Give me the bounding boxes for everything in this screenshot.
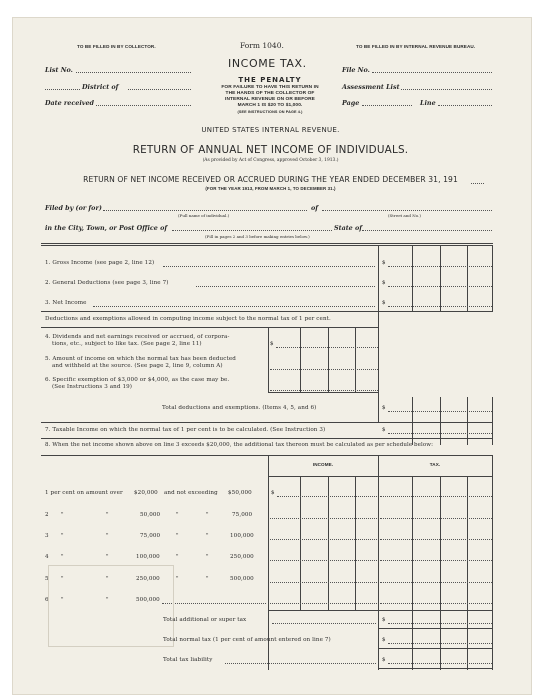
schedule-row-1-high: $50,000 [228,490,252,496]
net-income-field[interactable] [388,306,492,307]
schedule-row-4-pct: 4 [45,554,49,560]
schedule-row-3-low: 75,000 [140,533,161,539]
total-liability-field[interactable] [388,663,492,664]
grid-line [355,327,356,392]
schedule-row-6-income[interactable] [270,603,377,604]
schedule-row-2-tax[interactable] [380,518,492,519]
full-name-note: (Full name of individual.) [178,213,230,218]
ditto-mark: " [176,576,179,582]
line-5-label-a: 5. Amount of income on which the normal tax has been deducted [45,356,236,362]
grid-line [328,327,329,392]
schedule-row-3-tax[interactable] [380,539,492,540]
file-no-label: File No. [342,66,370,74]
district-field[interactable] [128,89,191,90]
line-2-label: 2. General Deductions (see page 3, line 7) [45,280,169,286]
total-liability-label: Total tax liability [163,657,213,663]
line-1-dollar: $ [382,260,386,266]
schedule-row-6-tax[interactable] [380,603,492,604]
schedule-row-6-pct: 6 [45,597,49,603]
schedule-row-5-high: 500,000 [230,576,254,582]
penalty-line-3: INTERNAL REVENUE ON OR BEFORE [225,97,315,102]
schedule-divider [378,455,379,670]
return-title: RETURN OF ANNUAL NET INCOME OF INDIVIDUALS. [132,144,409,156]
withheld-income-field[interactable] [270,369,378,370]
general-deductions-field[interactable] [388,286,492,287]
line-2-leader [196,286,375,287]
year-note: (FOR THE YEAR 1913, FROM MARCH 1, TO DECEMBER 31.) [205,186,336,191]
line-4-dollar: $ [270,341,274,347]
ditto-mark: " [106,576,109,582]
return-subtitle: RETURN OF NET INCOME RECEIVED OR ACCRUED DURING THE YEAR ENDED DECEMBER 31, 191 [83,175,458,184]
schedule-row-6-low: 500,000 [136,597,160,603]
total-normal-field[interactable] [388,643,492,644]
schedule-row-5-tax[interactable] [380,582,492,583]
rule [378,668,493,669]
ditto-mark: " [206,533,209,539]
ditto-mark: " [106,533,109,539]
line-4-label-a: 4. Dividends and net earnings received or accrued, of corpora- [45,334,230,340]
line-6-label-b: (See Instructions 3 and 19) [52,384,133,390]
page-field[interactable] [362,105,412,106]
ditto-mark: " [206,554,209,560]
state-label: State of [334,224,362,232]
of-label: of [311,204,319,212]
schedule-row-1-pct: 1 per cent on amount over [45,490,123,496]
total-deductions-label: Total deductions and exemptions. (Items 4, 5, and 6) [162,405,317,411]
grid-line [440,246,441,311]
line-2-dollar: $ [382,280,386,286]
line-5-label-b: and withheld at the source. (See page 2, line 9, column A) [52,363,223,369]
rule [268,392,379,393]
line-4-label-b: tions, etc., subject to like tax. (See page 2, line 11) [52,341,202,347]
total-additional-leader [272,623,376,624]
act-note: (As provided by Act of Congress, approved October 3, 1913.) [202,158,339,163]
city-field[interactable] [172,230,332,231]
street-note: (Street and No.) [388,213,421,218]
schedule-row-1-tax[interactable] [380,496,492,497]
total-deductions-dollar: $ [382,405,386,411]
rule [268,610,493,611]
line-3-label: 3. Net Income [45,300,87,306]
page-label: Page [342,99,360,107]
total-liability-leader [225,663,376,664]
ditto-mark: " [61,554,64,560]
total-additional-dollar: $ [382,617,386,623]
line-label: Line [420,99,436,107]
street-field[interactable] [322,210,492,211]
total-additional-label: Total additional or super tax [163,617,247,623]
grid-line [300,327,301,392]
collector-note: TO BE FILLED IN BY COLLECTOR. [77,44,156,49]
line-3-leader [93,306,375,307]
penalty-line-5: (SEE INSTRUCTIONS ON PAGE 4.) [237,110,303,114]
line-field[interactable] [438,105,492,106]
assessment-list-label: Assessment List [342,83,400,91]
ditto-mark: " [106,554,109,560]
schedule-row-5-income[interactable] [270,582,377,583]
grid-line [467,246,468,311]
ditto-mark: " [206,576,209,582]
line-3-dollar: $ [382,300,386,306]
bureau-note: TO BE FILLED IN BY INTERNAL REVENUE BUREAU. [356,44,476,49]
schedule-row-3-pct: 3 [45,533,49,539]
schedule-row-4-low: 100,000 [136,554,160,560]
schedule-row-2-pct: 2 [45,512,49,518]
ditto-mark: " [106,597,109,603]
fill-note: (Fill in pages 2 and 3 before making entries below.) [205,234,310,239]
form-number: Form 1040. [240,41,284,50]
schedule-row-4-high: 250,000 [230,554,254,560]
state-field[interactable] [362,230,492,231]
schedule-row-2-low: 50,000 [140,512,161,518]
schedule-row-1-low: $20,000 [134,490,158,496]
rule [268,476,493,477]
ditto-mark: " [176,512,179,518]
faded-stamp [48,565,174,647]
rule [378,628,493,629]
line-6-label-a: 6. Specific exemption of $3,000 or $4,000, as the case may be. [45,377,230,383]
filed-by-label: Filed by (or for) [45,204,102,212]
date-received-field[interactable] [96,105,191,106]
line-1-leader [163,266,375,267]
grid-line [492,455,493,670]
city-label: in the City, Town, or Post Office of [45,224,168,232]
specific-exemption-field[interactable] [270,390,378,391]
line-7-label: 7. Taxable Income on which the normal tax of 1 per cent is to be calculated. (See Instruction 3) [45,427,326,433]
penalty-line-4: MARCH 1 IS $20 TO $1,000. [237,103,303,108]
schedule-row-2-income[interactable] [270,518,377,519]
rule [378,648,493,649]
schedule-row-1-income[interactable] [277,496,377,497]
table-top-rule-2 [41,245,493,246]
ditto-mark: " [106,512,109,518]
ditto-mark: " [176,554,179,560]
date-received-label: Date received [45,99,94,107]
deductions-heading: Deductions and exemptions allowed in computing income subject to the normal tax of 1 per cent. [45,316,331,322]
agency-title: UNITED STATES INTERNAL REVENUE. [201,126,340,134]
ditto-mark: " [206,512,209,518]
schedule-row-3-high: 100,000 [230,533,254,539]
taxable-income-field[interactable] [388,433,492,434]
schedule-row-6-leader [162,603,266,604]
grid-line [268,327,269,392]
grid-line [412,246,413,311]
rule [41,455,493,456]
total-normal-dollar: $ [382,637,386,643]
district-prefix-field[interactable] [45,89,80,90]
total-normal-label: Total normal tax (1 per cent of amount entered on line 7) [163,637,331,643]
line-8-label: 8. When the net income shown above on line 3 exceeds $20,000, the additional tax thereon must be calculated as per schedule below: [45,442,434,448]
file-no-field[interactable] [372,72,492,73]
schedule-row-1-mid: and not exceeding [164,490,218,496]
schedule-row-5-pct: 5 [45,576,49,582]
income-column-header: INCOME. [312,462,334,467]
grid-line [492,246,493,311]
schedule-row-1-dollar: $ [271,490,275,496]
amount-column-divider [378,246,379,422]
tax-column-header: TAX. [429,462,441,467]
ditto-mark: " [61,533,64,539]
ditto-mark: " [61,576,64,582]
grid-line [467,476,468,670]
district-label: District of [82,83,119,91]
grid-line [440,476,441,670]
rule [41,311,493,312]
schedule-row-4-tax[interactable] [380,560,492,561]
list-no-field[interactable] [76,72,191,73]
penalty-heading: THE PENALTY [238,76,302,84]
penalty-line-2: THE HANDS OF THE COLLECTOR OF [225,91,315,96]
ditto-mark: " [61,597,64,603]
dividends-field[interactable] [276,347,378,348]
line-1-label: 1. Gross Income (see page 2, line 12) [45,260,155,266]
line-7-dollar: $ [382,427,386,433]
filer-name-field[interactable] [103,210,307,211]
schedule-row-2-high: 75,000 [232,512,253,518]
ditto-mark: " [176,533,179,539]
schedule-row-4-income[interactable] [270,560,377,561]
penalty-line-1: FOR FAILURE TO HAVE THIS RETURN IN [221,85,319,90]
ditto-mark: " [61,512,64,518]
year-suffix-field[interactable] [471,183,484,184]
total-additional-field[interactable] [388,623,492,624]
table-top-rule [41,243,493,244]
schedule-row-5-low: 250,000 [136,576,160,582]
form-title: INCOME TAX. [228,57,307,70]
rule [41,422,493,423]
rule [41,438,493,439]
gross-income-field[interactable] [388,266,492,267]
schedule-row-3-income[interactable] [270,539,377,540]
assessment-list-field[interactable] [401,89,492,90]
grid-line [412,476,413,670]
list-no-label: List No. [45,66,73,74]
total-liability-dollar: $ [382,657,386,663]
